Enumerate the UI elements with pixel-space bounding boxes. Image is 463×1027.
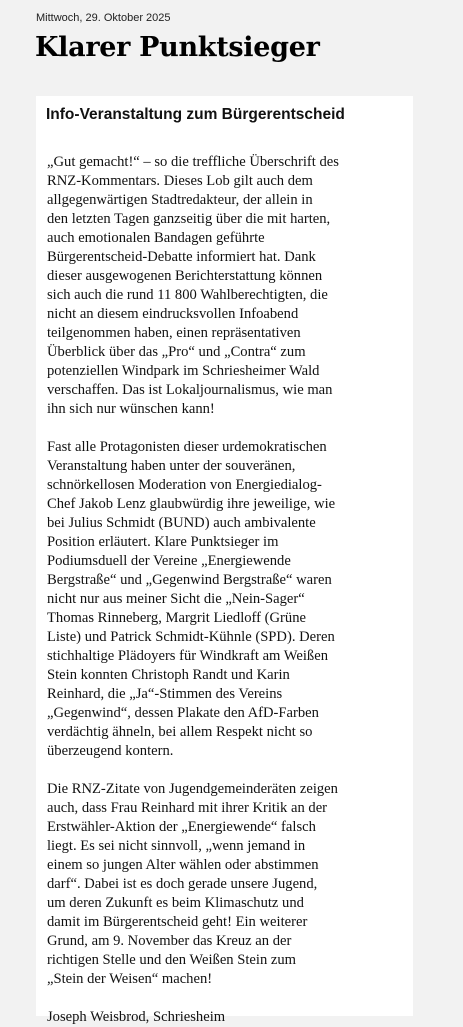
letter-paragraph — [47, 780, 409, 989]
paragraph-line: auch emotionalen Bandagen geführte — [47, 230, 265, 246]
paragraph-line: Position erläutert. Klare Punktsieger im — [47, 534, 279, 550]
paragraph-line: Überblick über das „Pro“ und „Contra“ zum — [47, 344, 306, 360]
paragraph-line: nicht an diesem eindrucksvollen Infoabend — [47, 306, 299, 322]
paragraph-line: Chef Jakob Lenz glaubwürdig ihre jeweilige, wie — [47, 496, 336, 512]
paragraph-line: „Stein der Weisen“ machen! — [47, 971, 213, 987]
paragraph-line: Reinhard, die „Ja“-Stimmen des Vereins — [47, 686, 283, 702]
paragraph-line: „Gegenwind“, dessen Plakate den AfD-Farben — [47, 705, 319, 721]
letter-title: Info-Veranstaltung zum Bürgerentscheid — [46, 106, 345, 123]
paragraph-line: Veranstaltung haben unter der souveränen, — [47, 458, 296, 474]
paragraph-line: einem so jungen Alter wählen oder abstimmen — [47, 857, 319, 873]
paragraph-line: Liste) und Patrick Schmidt-Kühnle (SPD). Deren — [47, 629, 335, 645]
paragraph-line: Erstwähler-Aktion der „Energiewende“ falsch — [47, 819, 316, 835]
paragraph-line: verschaffen. Das ist Lokaljournalismus, wie man — [47, 382, 333, 398]
paragraph-line: „Gut gemacht!“ – so die treffliche Überschrift des — [47, 154, 339, 170]
article-date: Mittwoch, 29. Oktober 2025 — [36, 12, 171, 24]
paragraph-line: allgegenwärtigen Stadtredakteur, der allein in — [47, 192, 313, 208]
paragraph-line: potenziellen Windpark im Schriesheimer Wald — [47, 363, 320, 379]
paragraph-line: richtigen Stelle und den Weißen Stein zum — [47, 952, 297, 968]
paragraph-line: Thomas Rinneberg, Margrit Liedloff (Grüne — [47, 610, 306, 626]
paragraph-line: um deren Zukunft es beim Klimaschutz und — [47, 895, 304, 911]
letter-paragraph — [47, 438, 409, 761]
paragraph-line: Grund, am 9. November das Kreuz an der — [47, 933, 292, 949]
paragraph-line: überzeugend kontern. — [47, 743, 174, 759]
letter-body — [47, 153, 409, 1027]
paragraph-line: Bergstraße“ und „Gegenwind Bergstraße“ waren — [47, 572, 332, 588]
paragraph-line: Fast alle Protagonisten dieser urdemokratischen — [47, 439, 327, 455]
letter-card — [36, 96, 413, 1025]
paragraph-line: den letzten Tagen ganzseitig über die mit harten, — [47, 211, 331, 227]
paragraph-line: Bürgerentscheid-Debatte informiert hat. Dank — [47, 249, 316, 265]
article-headline: Klarer Punktsieger — [35, 32, 320, 63]
paragraph-line: auch, dass Frau Reinhard mit ihrer Kritik an der — [47, 800, 328, 816]
paragraph-line: nicht nur aus meiner Sicht die „Nein-Sager“ — [47, 591, 305, 607]
letter-signature: Joseph Weisbrod, Schriesheim — [47, 1009, 226, 1025]
paragraph-line: verdächtig ähneln, bei allem Respekt nicht so — [47, 724, 313, 740]
paragraph-line: liegt. Es sei nicht sinnvoll, „wenn jemand in — [47, 838, 306, 854]
paragraph-line: darf“. Dabei ist es doch gerade unsere Jugend, — [47, 876, 318, 892]
paragraph-line: bei Julius Schmidt (BUND) auch ambivalente — [47, 515, 316, 531]
paragraph-line: damit im Bürgerentscheid geht! Ein weiterer — [47, 914, 308, 930]
paragraph-line: teilgenommen haben, einen repräsentativen — [47, 325, 301, 341]
paragraph-line: Podiumsduell der Vereine „Energiewende — [47, 553, 291, 569]
paragraph-line: dieser ausgewogenen Berichterstattung können — [47, 268, 323, 284]
paragraph-line: Die RNZ-Zitate von Jugendgemeinderäten zeigen — [47, 781, 338, 797]
paragraph-line: RNZ-Kommentars. Dieses Lob gilt auch dem — [47, 173, 313, 189]
paragraph-line: schnörkellosen Moderation von Energiedialog- — [47, 477, 322, 493]
paragraph-line: stichhaltige Plädoyers für Windkraft am Weißen — [47, 648, 328, 664]
paragraph-line: ihn sich nur wünschen kann! — [47, 401, 215, 417]
paragraph-line: Stein konnten Christoph Randt und Karin — [47, 667, 290, 683]
letter-paragraph — [47, 153, 409, 419]
paragraph-line: sich auch die rund 11 800 Wahlberechtigten, die — [47, 287, 328, 303]
